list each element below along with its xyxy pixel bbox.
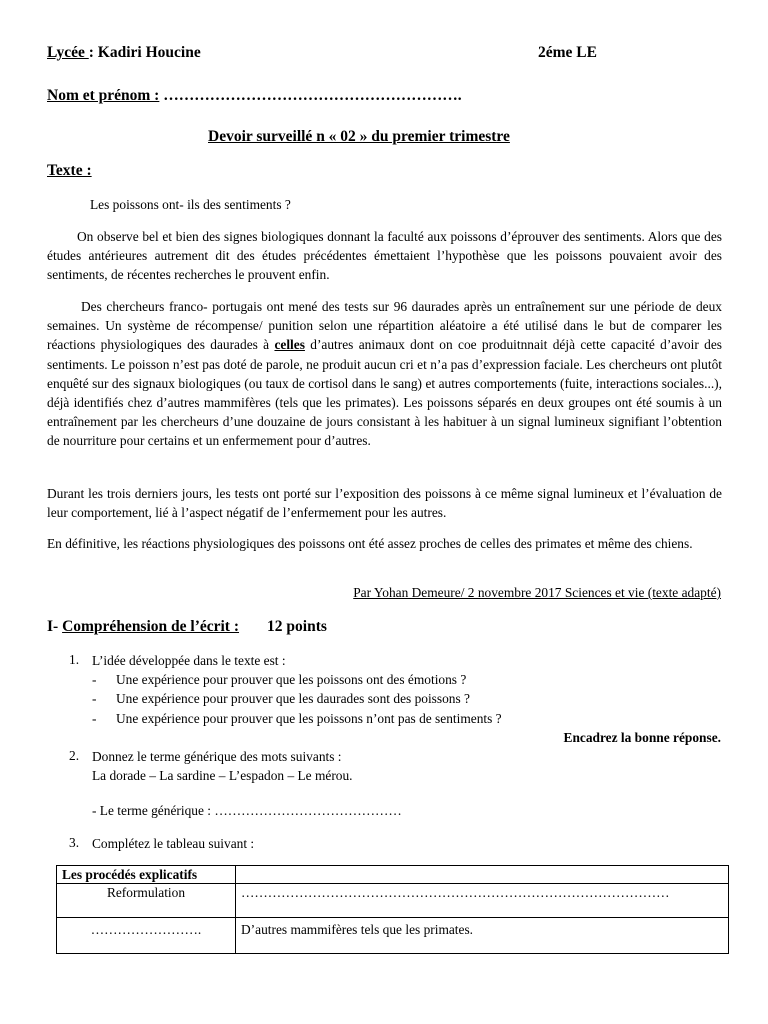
question-2-number: 2. <box>69 748 80 763</box>
class-level: 2éme LE <box>538 44 597 61</box>
paragraph-2 <box>47 297 722 451</box>
table-header-cell: Les procédés explicatifs <box>57 866 236 884</box>
school-name: : Kadiri Houcine <box>88 44 201 61</box>
question-2-answer-line[interactable]: - Le terme générique : …………………………………… <box>92 803 402 818</box>
option-3[interactable]: Une expérience pour prouver que les poissons n’ont pas de sentiments ? <box>116 711 502 726</box>
table-cell-answer[interactable]: …………………………………………………………………………………… <box>236 884 729 918</box>
text-title: Les poissons ont- ils des sentiments ? <box>90 197 291 212</box>
name-dots: …………………………………………………. <box>159 87 462 104</box>
option-2[interactable]: Une expérience pour prouver que les daurades sont des poissons ? <box>116 691 471 706</box>
question-1-number: 1. <box>69 652 80 667</box>
question-1-instruction: Encadrez la bonne réponse. <box>563 730 721 745</box>
school-label: Lycée <box>47 44 89 61</box>
paragraph-1: On observe bel et bien des signes biologiques donnant la faculté aux poissons d’éprouver des sentiments. Alors que des études antérieures autrement dit des études précédentes émettaient l’hypothèse que les poissons pouvaient avoir des sentiments, de récentes recherches le prouvent enfin. <box>47 229 722 283</box>
question-3-text: Complétez le tableau suivant : <box>92 836 255 851</box>
exam-title: Devoir surveillé n « 02 » du premier trimestre <box>208 128 510 145</box>
table-cell-example: D’autres mammifères tels que les primates. <box>236 918 729 954</box>
table-row <box>57 884 729 918</box>
explanatory-procedures-table <box>56 865 729 954</box>
section-prefix: I- <box>47 618 63 635</box>
section-title: Compréhension de l’écrit : <box>62 618 240 635</box>
school-line <box>47 44 201 62</box>
option-dash: - <box>92 711 97 726</box>
option-dash: - <box>92 672 97 687</box>
texte-heading: Texte : <box>47 162 92 179</box>
table-cell-procedure: Reformulation <box>57 884 236 918</box>
section-heading <box>47 618 327 636</box>
paragraph-3: Durant les trois derniers jours, les tests ont porté sur l’exposition des poissons à ce même signal lumineux et l’évaluation de leur comportement, lié à l’aspect négatif de l’enfermement pour les autres. <box>47 486 722 521</box>
option-dash: - <box>92 691 97 706</box>
option-1[interactable]: Une expérience pour prouver que les poissons ont des émotions ? <box>116 672 467 687</box>
table-header-empty-cell <box>236 866 729 884</box>
source-citation: Par Yohan Demeure/ 2 novembre 2017 Sciences et vie (texte adapté) <box>353 585 721 600</box>
question-3-number: 3. <box>69 835 80 850</box>
table-row <box>57 918 729 954</box>
paragraph-4: En définitive, les réactions physiologiques des poissons ont été assez proches de celles des primates et même des chiens. <box>47 536 693 551</box>
question-2-words: La dorade – La sardine – L’espadon – Le mérou. <box>92 768 353 783</box>
question-1-text: L’idée développée dans le texte est : <box>92 653 286 668</box>
table-cell-answer[interactable]: ……………………. <box>57 918 236 954</box>
section-points: 12 points <box>267 618 327 635</box>
student-name-line <box>47 87 462 105</box>
question-2-text: Donnez le terme générique des mots suivants : <box>92 749 342 764</box>
name-label: Nom et prénom : <box>47 87 160 104</box>
underlined-word-celles: celles <box>274 337 305 353</box>
paragraph-2-end: d’autres animaux dont on coe produitnnait déjà cette capacité d’avoir des sentiments. Le poisson n’est pas doté de parole, ne produit aucun cri et n’a pas d’expression faciale. Les chercheurs ont plutôt enquêté sur des signaux biologiques (ou taux de cortisol dans le sang) et autres comportements (fuite, interactions sociales...), déjà identifiés chez d’autres mammifères (tels que les primates). Les poissons séparés en deux groupes ont été soumis à un entraînement par les chercheurs d’une douzaine de jours consistant à les habituer à un signal lumineux signifiant l’obtention de nourriture pour certains et un enfermement pour d’autres. <box>47 337 722 449</box>
paragraph-2-start: Des chercheurs franco- portugais ont mené des tests sur 96 daurades après un entraînement sur une période de deux semaines. Un système de récompense/ punition selon une répartition aléatoire a été utilisé dans le but de comparer les réactions physiologiques des daurades à <box>47 299 722 353</box>
table-header-row <box>57 866 729 884</box>
